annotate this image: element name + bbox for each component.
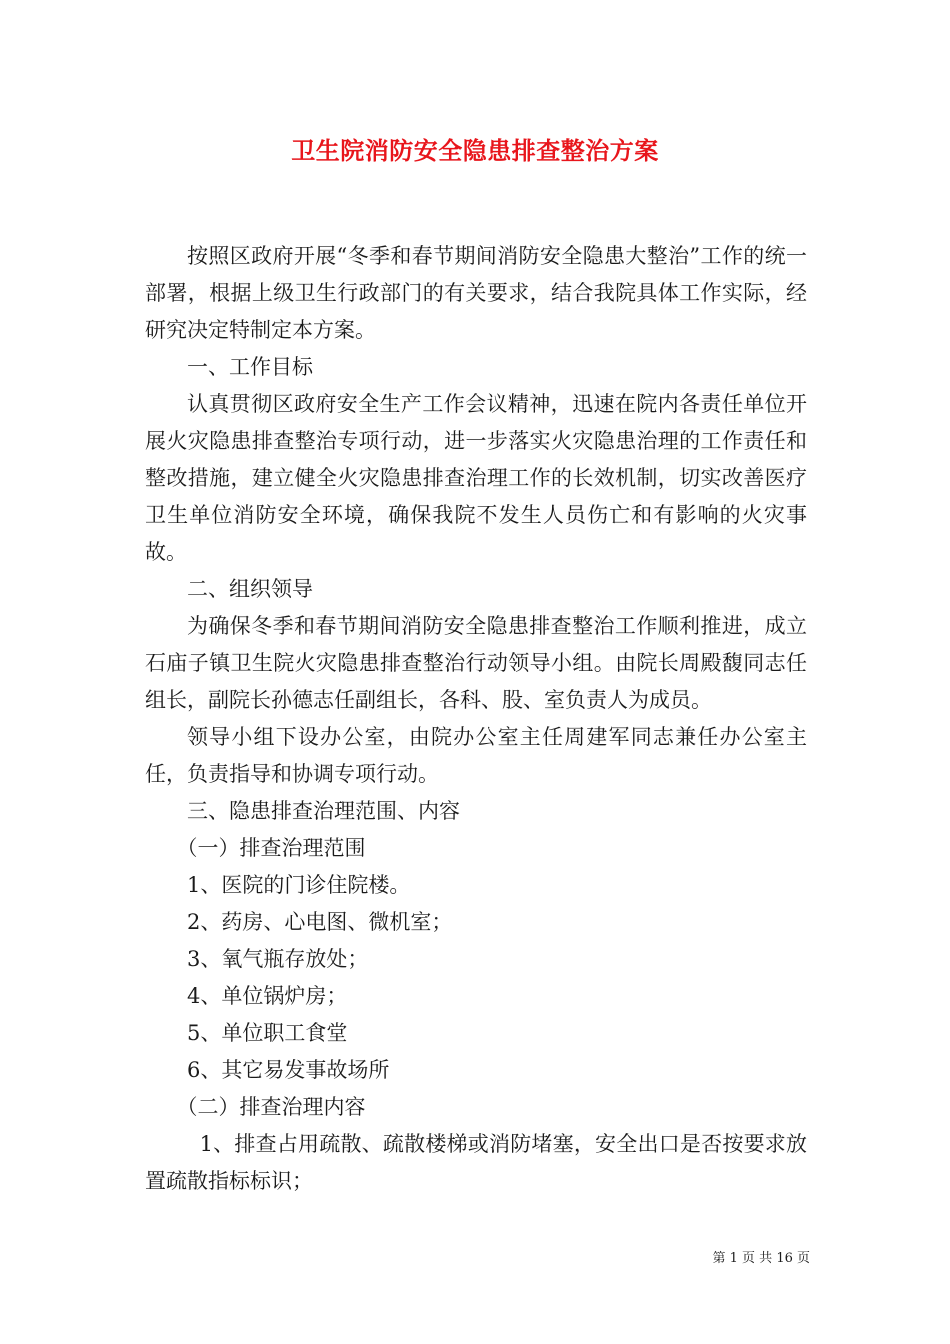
list-item: 3、氧气瓶存放处； — [187, 947, 369, 971]
paragraph-office: 领导小组下设办公室，由院办公室主任周建军同志兼任办公室主任，负责指导和协调专项行动。 — [145, 725, 807, 786]
subsection-heading-content: （二）排查治理内容 — [176, 1095, 366, 1119]
list-item: 2、药房、心电图、微机室； — [187, 910, 453, 934]
page-number-footer: 第 1 页 共 16 页 — [712, 1251, 810, 1266]
list-item: 1、排查占用疏散、疏散楼梯或消防堵塞，安全出口是否按要求放置疏散指标标识； — [145, 1132, 807, 1193]
paragraph-leadership: 为确保冬季和春节期间消防安全隐患排查整治工作顺利推进，成立石庙子镇卫生院火灾隐患排查整治行动领导小组。由院长周殿馥同志任组长，副院长孙德志任副组长，各科、股、室负责人为成员。 — [145, 614, 807, 712]
list-item: 4、单位锅炉房； — [187, 984, 348, 1008]
list-item: 6、其它易发事故场所 — [187, 1058, 390, 1082]
list-item: 1、医院的门诊住院楼。 — [187, 873, 411, 897]
document-body — [145, 238, 807, 1200]
document-title: 卫生院消防安全隐患排查整治方案 — [291, 136, 659, 165]
paragraph-goal: 认真贯彻区政府安全生产工作会议精神，迅速在院内各责任单位开展火灾隐患排查整治专项行动，进一步落实火灾隐患治理的工作责任和整改措施，建立健全火灾隐患排查治理工作的长效机制，切实改善医疗卫生单位消防安全环境，确保我院不发生人员伤亡和有影响的火灾事故。 — [145, 392, 807, 564]
list-item: 5、单位职工食堂 — [187, 1021, 348, 1045]
section-heading-3: 三、隐患排查治理范围、内容 — [187, 799, 460, 823]
section-heading-2: 二、组织领导 — [187, 577, 313, 601]
paragraph-intro: 按照区政府开展“冬季和春节期间消防安全隐患大整治”工作的统一部署，根据上级卫生行政部门的有关要求，结合我院具体工作实际，经研究决定特制定本方案。 — [145, 244, 807, 342]
subsection-heading-scope: （一）排查治理范围 — [176, 836, 366, 860]
section-heading-1: 一、工作目标 — [187, 355, 313, 379]
